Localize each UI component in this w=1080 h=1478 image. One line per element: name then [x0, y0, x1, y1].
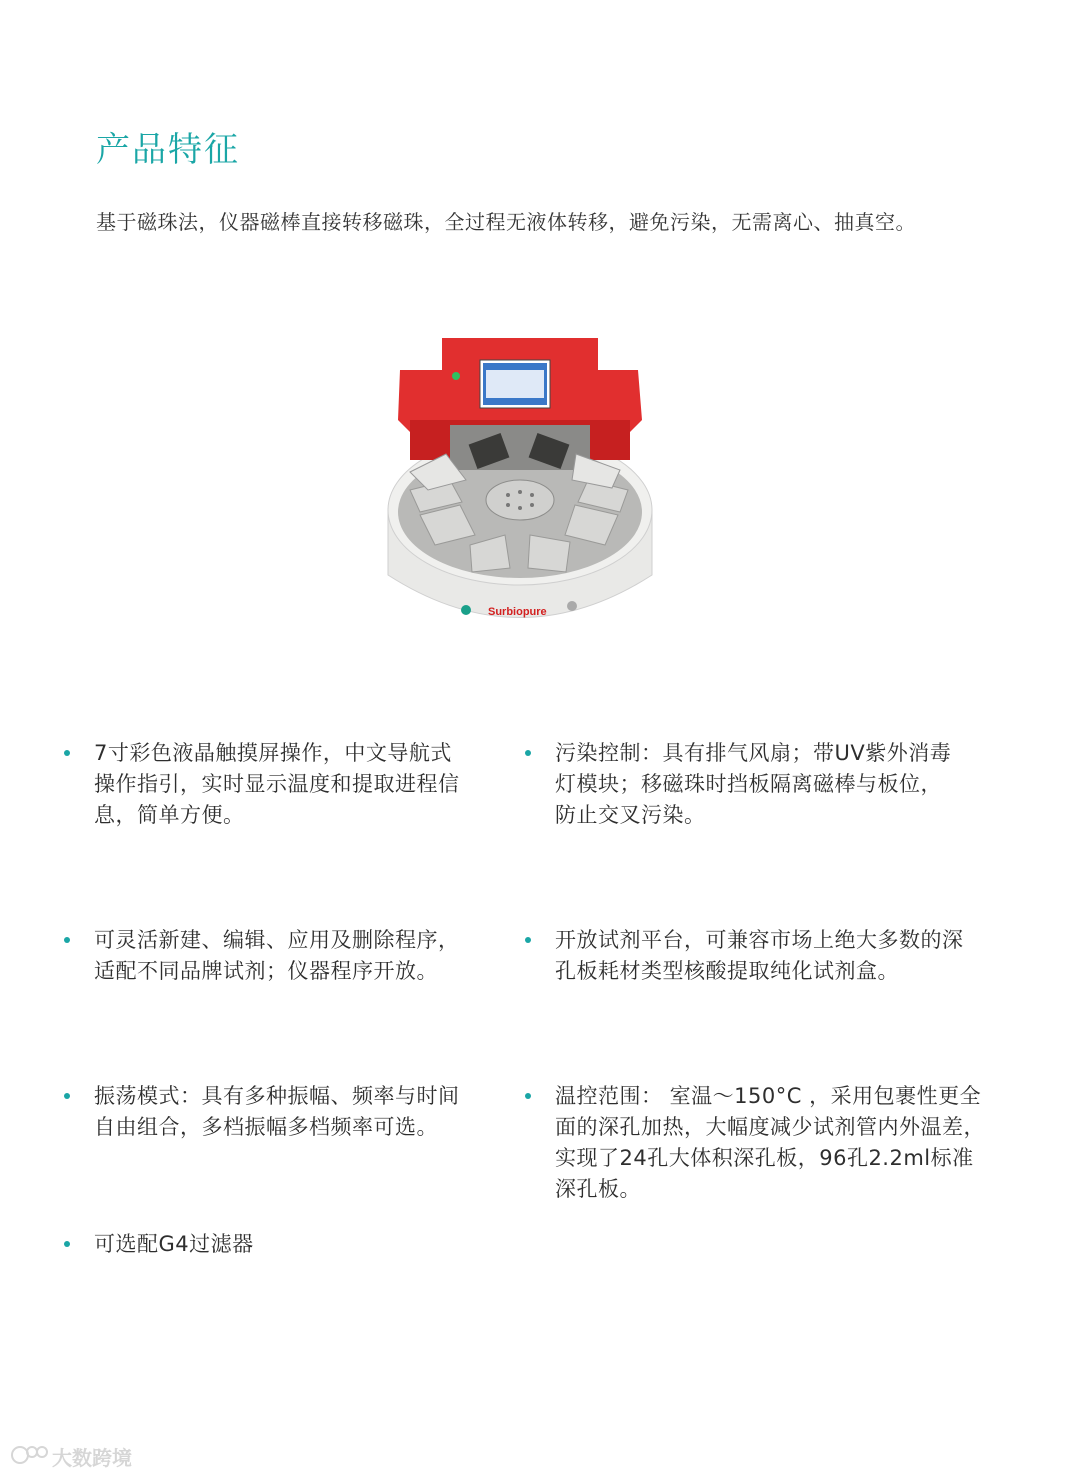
brand-label: Surbiopure: [488, 606, 547, 618]
bullet-icon: [64, 937, 70, 943]
feature-item: 振荡模式：具有多种振幅、频率与时间 自由组合，多档振幅多档频率可选。: [94, 1081, 514, 1143]
feature-item: 开放试剂平台，可兼容市场上绝大多数的深 孔板耗材类型核酸提取纯化试剂盒。: [555, 925, 1025, 987]
bullet-icon: [525, 937, 531, 943]
feature-item: 可灵活新建、编辑、应用及删除程序， 适配不同品牌试剂；仪器程序开放。: [94, 925, 514, 987]
bullet-icon: [64, 1241, 70, 1247]
bullet-icon: [525, 1093, 531, 1099]
bullet-icon: [64, 750, 70, 756]
page-title: 产品特征: [96, 130, 240, 170]
watermark-logo-icon: [10, 1440, 50, 1470]
watermark-text: 大数跨境: [52, 1446, 132, 1470]
bullet-icon: [525, 750, 531, 756]
product-image: [380, 330, 660, 660]
feature-item: 污染控制：具有排气风扇；带UV紫外消毒 灯模块；移磁珠时挡板隔离磁棒与板位， 防止交叉污染。: [555, 738, 1015, 831]
feature-item: 温控范围： 室温～150°C ，采用包裹性更全 面的深孔加热，大幅度减少试剂管内外温差， 实现了24孔大体积深孔板，96孔2.2ml标准 深孔板。: [555, 1081, 1035, 1205]
feature-item: 可选配G4过滤器: [94, 1229, 514, 1260]
intro-paragraph: 基于磁珠法，仪器磁棒直接转移磁珠，全过程无液体转移，避免污染，无需离心、抽真空。: [96, 210, 916, 234]
feature-item: 7寸彩色液晶触摸屏操作，中文导航式 操作指引，实时显示温度和提取进程信 息，简单方便。: [94, 738, 514, 831]
bullet-icon: [64, 1093, 70, 1099]
